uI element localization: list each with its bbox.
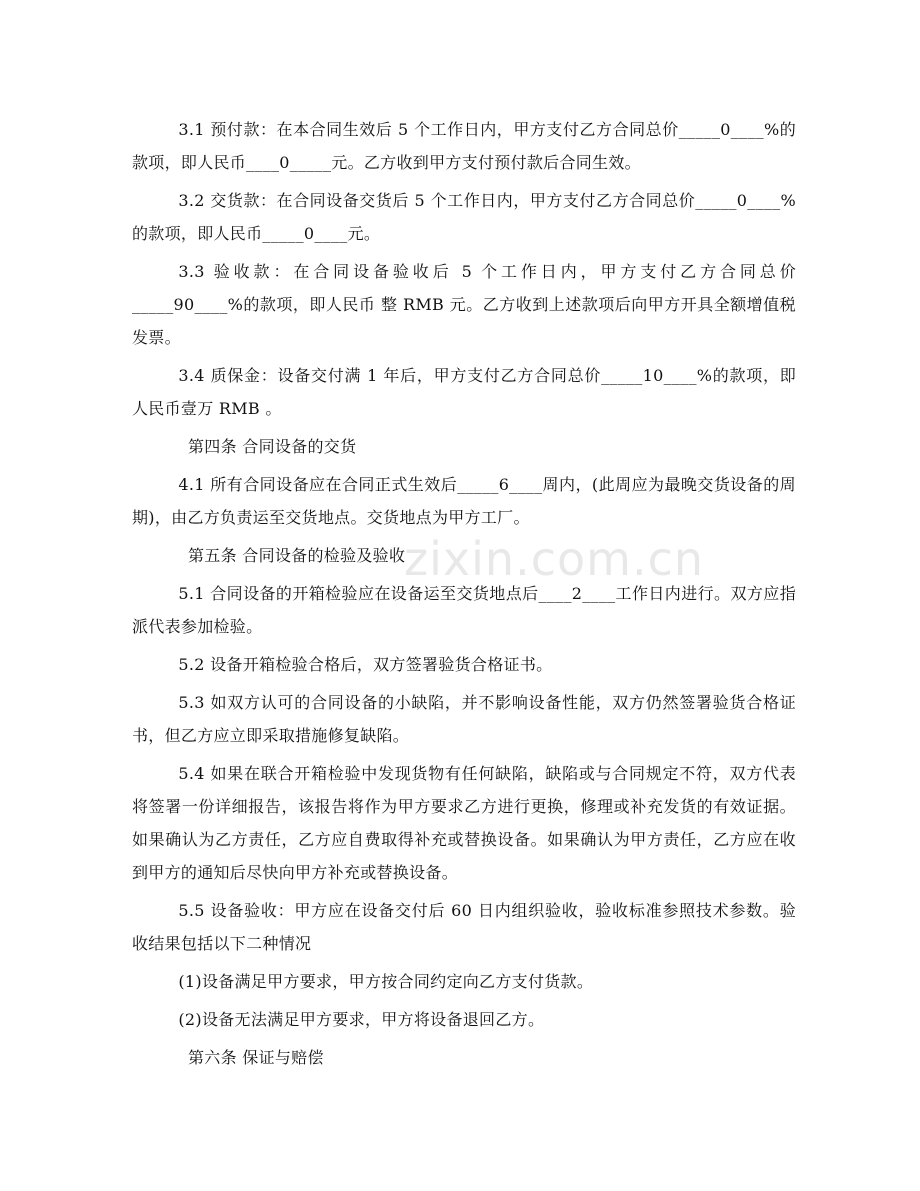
clause-5-5: 5.5 设备验收：甲方应在设备交付后 60 日内组织验收，验收标准参照技术参数。验收结果包括以下二种情况 <box>132 901 796 953</box>
article-6-heading: 第六条 保证与赔偿 <box>188 1048 324 1067</box>
clause-5-1: 5.1 合同设备的开箱检验应在设备运至交货地点后____2____工作日内进行。双方应指派代表参加检验。 <box>132 584 796 636</box>
clause-5-2: 5.2 设备开箱检验合格后，双方签署验货合格证书。 <box>178 655 553 674</box>
article-5-heading: 第五条 合同设备的检验及验收 <box>188 546 406 565</box>
article-4-heading: 第四条 合同设备的交货 <box>188 437 357 456</box>
clause-5-4: 5.4 如果在联合开箱检验中发现货物有任何缺陷，缺陷或与合同规定不符，双方代表将签署一份详细报告，该报告将作为甲方要求乙方进行更换，修理或补充发货的有效证据。如果确认为乙方责任，乙方应自费取得补充或替换设备。如果确认为甲方责任，乙方应在收到甲方的通知后尽快向甲方补充或替换设备。 <box>132 764 796 882</box>
clause-4-1: 4.1 所有合同设备应在合同正式生效后_____6____周内，(此周应为最晚交货设备的周期)，由乙方负责运至交货地点。交货地点为甲方工厂。 <box>132 475 796 527</box>
clause-3-3: 3.3 验收款：在合同设备验收后 5 个工作日内，甲方支付乙方合同总价_____90____%的款项，即人民币 整 RMB 元。乙方收到上述款项后向甲方开具全额增值税发票。 <box>132 262 796 347</box>
clause-3-2: 3.2 交货款：在合同设备交货后 5 个工作日内，甲方支付乙方合同总价_____0____%的款项，即人民币_____0____元。 <box>132 191 796 243</box>
watermark: zixin.com.cn <box>404 532 705 586</box>
clause-3-1: 3.1 预付款：在本合同生效后 5 个工作日内，甲方支付乙方合同总价_____0____%的款项，即人民币____0_____元。乙方收到甲方支付预付款后合同生效。 <box>132 120 796 172</box>
clause-3-4: 3.4 质保金：设备交付满 1 年后，甲方支付乙方合同总价_____10____%的款项，即人民币壹万 RMB 。 <box>132 366 796 418</box>
clause-5-5-case-1: (1)设备满足甲方要求，甲方按合同约定向乙方支付货款。 <box>178 972 594 991</box>
clause-5-3: 5.3 如双方认可的合同设备的小缺陷，并不影响设备性能，双方仍然签署验货合格证书，但乙方应立即采取措施修复缺陷。 <box>132 693 796 745</box>
document-body <box>132 113 796 1079</box>
clause-5-5-case-2: (2)设备无法满足甲方要求，甲方将设备退回乙方。 <box>178 1010 545 1029</box>
